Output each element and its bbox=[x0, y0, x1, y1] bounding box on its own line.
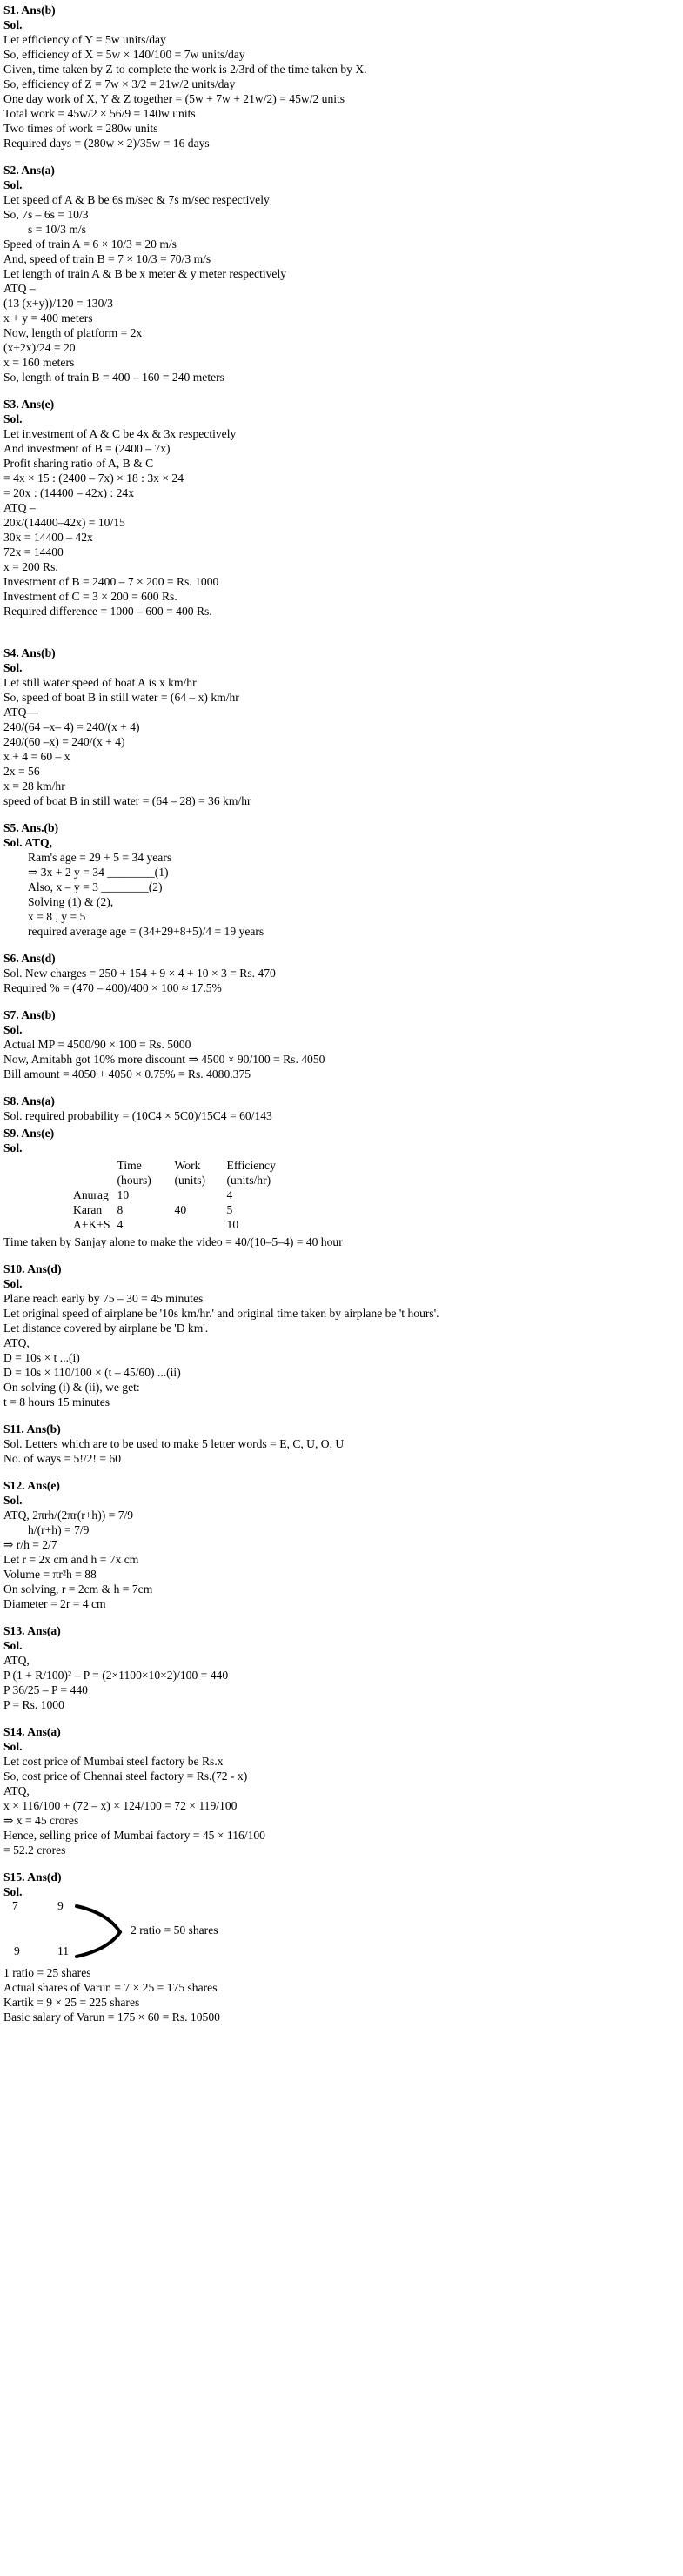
sol-label: Sol. bbox=[3, 1141, 23, 1154]
solution-line: Plane reach early by 75 – 30 = 45 minutes bbox=[3, 1292, 204, 1305]
solution-line: Let distance covered by airplane be 'D km'. bbox=[3, 1321, 209, 1335]
solution-line: Two times of work = 280w units bbox=[3, 122, 158, 135]
solution-line: Investment of C = 3 × 200 = 600 Rs. bbox=[3, 590, 177, 603]
solution-s10 bbox=[3, 1249, 680, 1409]
solution-line: Actual MP = 4500/90 × 100 = Rs. 5000 bbox=[3, 1038, 191, 1051]
solution-line: = 4x × 15 : (2400 – 7x) × 18 : 3x × 24 bbox=[3, 472, 184, 485]
solution-line: Let cost price of Mumbai steel factory be Rs.x bbox=[3, 1755, 224, 1768]
solution-line: Basic salary of Varun = 175 × 60 = Rs. 10500 bbox=[3, 2011, 220, 2024]
solution-line: Volume = πr²h = 88 bbox=[3, 1568, 97, 1581]
table-header-cell: Time (hours) bbox=[117, 1159, 151, 1187]
solution-s1 bbox=[3, 3, 680, 151]
solution-line: Let original speed of airplane be '10s km/hr.' and original time taken by airplane be 't hours'. bbox=[3, 1307, 439, 1320]
solution-line: Now, length of platform = 2x bbox=[3, 326, 143, 339]
solution-line: 2x = 56 bbox=[3, 765, 40, 778]
answer-heading: S2. Ans(a) bbox=[3, 164, 55, 177]
solution-line: ATQ— bbox=[3, 706, 39, 719]
solution-line: = 20x : (14400 – 42x) : 24x bbox=[3, 486, 135, 499]
solution-line: Sol. Letters which are to be used to make 5 letter words = E, C, U, O, U bbox=[3, 1437, 345, 1450]
sol-label: Sol. ATQ, bbox=[3, 836, 53, 849]
solution-line: Also, x – y = 3 ________(2) bbox=[28, 880, 163, 893]
solution-line: ⇒ 3x + 2 y = 34 ________(1) bbox=[28, 866, 169, 879]
table-row bbox=[73, 1202, 304, 1217]
solutions-s10-s14 bbox=[3, 1249, 680, 1857]
solution-line: Let r = 2x cm and h = 7x cm bbox=[3, 1553, 139, 1566]
solution-s9 bbox=[3, 1126, 680, 1249]
solution-s3 bbox=[3, 385, 680, 619]
ratio-number: 11 bbox=[57, 1944, 70, 1957]
sol-label: Sol. bbox=[3, 1639, 23, 1652]
solution-s15 bbox=[3, 1857, 680, 2024]
table-header-row bbox=[73, 1158, 304, 1188]
solution-s11 bbox=[3, 1409, 680, 1466]
solution-line: Total work = 45w/2 × 56/9 = 140w units bbox=[3, 107, 196, 120]
answer-heading: S6. Ans(d) bbox=[3, 952, 56, 965]
answer-heading: S14. Ans(a) bbox=[3, 1725, 61, 1738]
solution-line: required average age = (34+29+8+5)/4 = 19 years bbox=[28, 925, 264, 938]
table-row bbox=[73, 1217, 304, 1232]
answer-heading: S12. Ans(e) bbox=[3, 1479, 60, 1492]
solution-line: h/(r+h) = 7/9 bbox=[28, 1523, 90, 1536]
solution-line: Hence, selling price of Mumbai factory = 45 × 116/100 bbox=[3, 1829, 265, 1842]
solution-line: x + 4 = 60 – x bbox=[3, 750, 70, 763]
ratio-diagram bbox=[3, 1899, 680, 1965]
solution-line: Sol. New charges = 250 + 154 + 9 × 4 + 10 × 3 = Rs. 470 bbox=[3, 967, 276, 980]
sol-label: Sol. bbox=[3, 1277, 23, 1290]
table-header-cell bbox=[73, 1158, 117, 1188]
ratio-label: 2 ratio = 50 shares bbox=[131, 1924, 218, 1937]
solution-line: P = Rs. 1000 bbox=[3, 1698, 64, 1711]
sol-label: Sol. bbox=[3, 1885, 23, 1898]
sol-label: Sol. bbox=[3, 661, 23, 674]
solution-line: Let still water speed of boat A is x km/hr bbox=[3, 676, 197, 689]
answer-heading: S15. Ans(d) bbox=[3, 1870, 62, 1883]
answer-heading: S1. Ans(b) bbox=[3, 3, 56, 17]
table-cell: 10 bbox=[226, 1218, 239, 1231]
solution-line: So, 7s – 6s = 10/3 bbox=[3, 208, 89, 221]
solution-s4 bbox=[3, 619, 680, 808]
solution-line: Let efficiency of Y = 5w units/day bbox=[3, 33, 166, 46]
solution-line: ATQ, 2πrh/(2πr(r+h)) = 7/9 bbox=[3, 1509, 134, 1522]
table-cell: Anurag bbox=[73, 1188, 109, 1201]
solution-line: Bill amount = 4050 + 4050 × 0.75% = Rs. 4080.375 bbox=[3, 1067, 251, 1081]
solution-s14 bbox=[3, 1712, 680, 1857]
solution-line: D = 10s × 110/100 × (t – 45/60) ...(ii) bbox=[3, 1366, 181, 1379]
table-cell: 8 bbox=[117, 1203, 124, 1216]
table-cell: 40 bbox=[174, 1203, 187, 1216]
solution-s12 bbox=[3, 1466, 680, 1611]
solution-line: 1 ratio = 25 shares bbox=[3, 1966, 91, 1979]
answer-heading: S4. Ans(b) bbox=[3, 646, 56, 659]
solution-line: Now, Amitabh got 10% more discount ⇒ 4500 × 90/100 = Rs. 4050 bbox=[3, 1053, 325, 1066]
solutions-document bbox=[0, 3, 683, 2024]
table-header-cell: Efficiency (units/hr) bbox=[226, 1159, 276, 1187]
answer-heading: S11. Ans(b) bbox=[3, 1422, 61, 1435]
solution-line: t = 8 hours 15 minutes bbox=[3, 1395, 110, 1408]
solution-line: ATQ – bbox=[3, 501, 36, 514]
solution-line: Given, time taken by Z to complete the work is 2/3rd of the time taken by X. bbox=[3, 63, 367, 76]
solution-line: 20x/(14400–42x) = 10/15 bbox=[3, 516, 125, 529]
solution-s5 bbox=[3, 808, 680, 939]
solution-line: Required % = (470 – 400)/400 × 100 ≈ 17.5% bbox=[3, 981, 222, 994]
solution-line: One day work of X, Y & Z together = (5w + 7w + 21w/2) = 45w/2 units bbox=[3, 92, 345, 105]
solution-line: Speed of train A = 6 × 10/3 = 20 m/s bbox=[3, 238, 177, 251]
solution-line: x + y = 400 meters bbox=[3, 311, 93, 325]
solution-line: x = 160 meters bbox=[3, 356, 75, 369]
solution-line: 30x = 14400 – 42x bbox=[3, 531, 93, 544]
solution-line: Profit sharing ratio of A, B & C bbox=[3, 457, 154, 470]
solution-line: P 36/25 – P = 440 bbox=[3, 1683, 88, 1696]
solution-line: So, length of train B = 400 – 160 = 240 meters bbox=[3, 371, 224, 384]
solution-line: ATQ, bbox=[3, 1336, 30, 1349]
solution-line: D = 10s × t ...(i) bbox=[3, 1351, 80, 1364]
solution-line: Time taken by Sanjay alone to make the video = 40/(10–5–4) = 40 hour bbox=[3, 1235, 343, 1248]
sol-label: Sol. bbox=[3, 412, 23, 425]
solution-line: No. of ways = 5!/2! = 60 bbox=[3, 1452, 122, 1465]
answer-heading: S3. Ans(e) bbox=[3, 398, 55, 411]
solution-line: And investment of B = (2400 – 7x) bbox=[3, 442, 171, 455]
solution-s7 bbox=[3, 995, 680, 1081]
solution-line: Required difference = 1000 – 600 = 400 Rs. bbox=[3, 605, 212, 618]
answer-heading: S13. Ans(a) bbox=[3, 1624, 61, 1637]
solution-line: And, speed of train B = 7 × 10/3 = 70/3 m/s bbox=[3, 252, 211, 265]
solution-line: ATQ – bbox=[3, 282, 36, 295]
solution-line: Actual shares of Varun = 7 × 25 = 175 shares bbox=[3, 1981, 218, 1994]
solution-line: x = 200 Rs. bbox=[3, 560, 58, 573]
solution-line: So, efficiency of X = 5w × 140/100 = 7w units/day bbox=[3, 48, 245, 61]
solution-line: Solving (1) & (2), bbox=[28, 895, 114, 908]
solution-line: On solving (i) & (ii), we get: bbox=[3, 1381, 140, 1394]
ratio-number: 9 bbox=[14, 1944, 20, 1957]
solution-line: speed of boat B in still water = (64 – 28) = 36 km/hr bbox=[3, 794, 251, 807]
sol-label: Sol. bbox=[3, 1740, 23, 1753]
answer-heading: S9. Ans(e) bbox=[3, 1127, 55, 1140]
solution-line: ⇒ x = 45 crores bbox=[3, 1814, 79, 1827]
solution-line: 240/(60 –x) = 240/(x + 4) bbox=[3, 735, 125, 748]
solution-s6 bbox=[3, 939, 680, 995]
table-cell: 5 bbox=[226, 1203, 233, 1216]
solution-line: P (1 + R/100)² – P = (2×1100×10×2)/100 = 440 bbox=[3, 1669, 229, 1682]
table-cell: 4 bbox=[226, 1188, 233, 1201]
table-cell: 10 bbox=[117, 1188, 130, 1201]
solution-line: 72x = 14400 bbox=[3, 545, 64, 559]
sol-label: Sol. bbox=[3, 1494, 23, 1507]
solution-line: So, efficiency of Z = 7w × 3/2 = 21w/2 units/day bbox=[3, 77, 236, 90]
answer-heading: S7. Ans(b) bbox=[3, 1008, 56, 1021]
solution-line: Kartik = 9 × 25 = 225 shares bbox=[3, 1996, 140, 2009]
solution-line: 240/(64 –x– 4) = 240/(x + 4) bbox=[3, 720, 140, 733]
table-cell: A+K+S bbox=[73, 1218, 110, 1231]
solution-line: (13 (x+y))/120 = 130/3 bbox=[3, 297, 113, 310]
answer-heading: S8. Ans(a) bbox=[3, 1094, 55, 1107]
solution-line: x = 28 km/hr bbox=[3, 779, 65, 793]
solution-line: Required days = (280w × 2)/35w = 16 days bbox=[3, 137, 210, 150]
sol-label: Sol. bbox=[3, 178, 23, 191]
answer-heading: S10. Ans(d) bbox=[3, 1262, 62, 1275]
sol-label: Sol. bbox=[3, 1023, 23, 1036]
answer-heading: S5. Ans.(b) bbox=[3, 821, 59, 834]
table-cell bbox=[175, 1217, 227, 1232]
solution-line: ⇒ r/h = 2/7 bbox=[3, 1538, 57, 1551]
solution-line: x = 8 , y = 5 bbox=[28, 910, 86, 923]
solution-line: Diameter = 2r = 4 cm bbox=[3, 1597, 106, 1610]
solution-line: (x+2x)/24 = 20 bbox=[3, 341, 76, 354]
solution-line: = 52.2 crores bbox=[3, 1843, 66, 1857]
table-header-cell: Work (units) bbox=[174, 1159, 206, 1187]
solution-line: Investment of B = 2400 – 7 × 200 = Rs. 1000 bbox=[3, 575, 219, 588]
efficiency-table bbox=[73, 1158, 304, 1232]
solution-s13 bbox=[3, 1611, 680, 1712]
solution-s2 bbox=[3, 151, 680, 385]
solution-line: ATQ, bbox=[3, 1784, 30, 1797]
solution-line: Let speed of A & B be 6s m/sec & 7s m/sec respectively bbox=[3, 193, 270, 206]
solution-line: s = 10/3 m/s bbox=[28, 223, 86, 236]
table-cell bbox=[175, 1188, 227, 1202]
solution-line: So, cost price of Chennai steel factory = Rs.(72 - x) bbox=[3, 1770, 248, 1783]
solution-line: So, speed of boat B in still water = (64 – x) km/hr bbox=[3, 691, 239, 704]
solution-line: Let investment of A & C be 4x & 3x respectively bbox=[3, 427, 237, 440]
ratio-number: 7 bbox=[12, 1899, 18, 1912]
solutions-s1-s8 bbox=[3, 3, 680, 1123]
solution-line: ATQ, bbox=[3, 1654, 30, 1667]
bracket-arrow-icon bbox=[73, 1904, 125, 1958]
table-row bbox=[73, 1188, 304, 1202]
solution-s8 bbox=[3, 1081, 680, 1123]
table-cell: 4 bbox=[117, 1218, 124, 1231]
ratio-number: 9 bbox=[57, 1899, 64, 1912]
solution-line: Let length of train A & B be x meter & y meter respectively bbox=[3, 267, 287, 280]
solution-line: Ram's age = 29 + 5 = 34 years bbox=[28, 851, 172, 864]
solution-line: x × 116/100 + (72 – x) × 124/100 = 72 × 119/100 bbox=[3, 1799, 238, 1812]
solution-line: Sol. required probability = (10C4 × 5C0)/15C4 = 60/143 bbox=[3, 1109, 272, 1122]
table-cell: Karan bbox=[73, 1203, 103, 1216]
sol-label: Sol. bbox=[3, 18, 23, 31]
solution-line: On solving, r = 2cm & h = 7cm bbox=[3, 1582, 153, 1596]
